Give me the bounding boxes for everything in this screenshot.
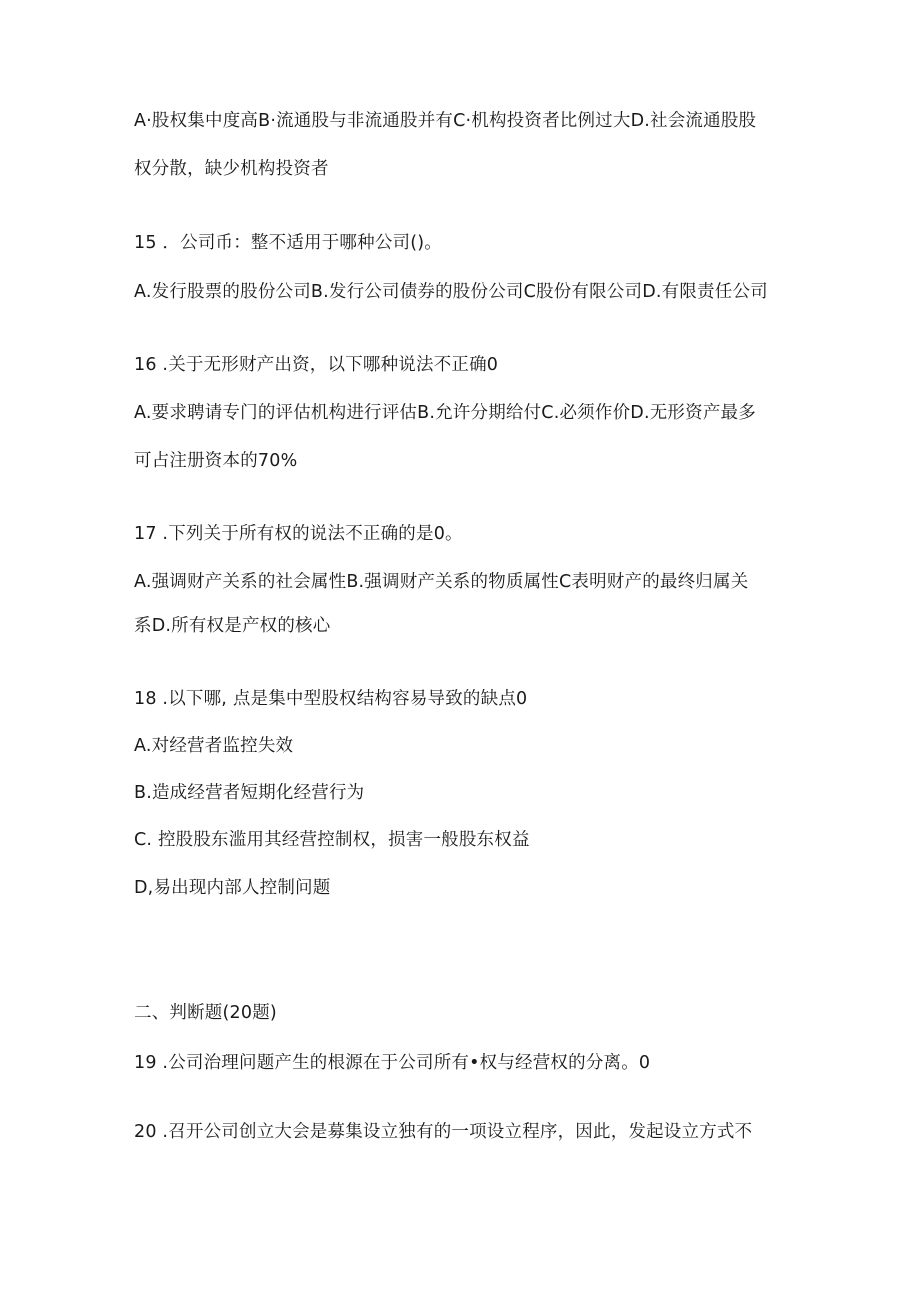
section-heading-true-false: 二、判断题(20题)	[134, 1003, 277, 1023]
q18-option-b: B.造成经营者短期化经营行为	[134, 783, 365, 803]
q19-stem: 19 .公司治理问题产生的根源在于公司所有•权与经营权的分离。0	[134, 1053, 651, 1073]
q20-stem: 20 .召开公司创立大会是募集设立独有的一项设立程序，因此，发起设立方式不	[134, 1122, 753, 1142]
q16-options-line-2: 可占注册资本的70%	[134, 451, 298, 471]
q16-options-line-1: A.要求聘请专门的评估机构进行评估B.允许分期给付C.必须作价D.无形资产最多	[134, 403, 756, 423]
q14-options-line-2: 权分散，缺少机构投资者	[134, 159, 329, 179]
q17-stem: 17 .下列关于所有权的说法不正确的是0。	[134, 524, 463, 544]
q15-options: A.发行股票的股份公司B.发行公司债券的股份公司C股份有限公司D.有限责任公司	[134, 282, 768, 302]
q17-options-line-2: 系D.所有权是产权的核心	[134, 616, 331, 636]
q18-option-c: C. 控股股东滥用其经营控制权，损害一般股东权益	[134, 830, 530, 850]
q18-option-a: A.对经营者监控失效	[134, 736, 294, 756]
q15-stem: 15 ．公司币：整不适用于哪种公司()。	[134, 233, 442, 253]
q18-stem: 18 .以下哪, 点是集中型股权结构容易导致的缺点0	[134, 689, 528, 709]
q18-option-d: D,易出现内部人控制问题	[134, 878, 331, 898]
q14-options-line-1: A·股权集中度高B·流通股与非流通股并有C·机构投资者比例过大D.社会流通股股	[134, 111, 757, 131]
q17-options-line-1: A.强调财产关系的社会属性B.强调财产关系的物质属性C表明财产的最终归属关	[134, 572, 749, 592]
q16-stem: 16 .关于无形财产出资，以下哪种说法不正确0	[134, 355, 499, 375]
